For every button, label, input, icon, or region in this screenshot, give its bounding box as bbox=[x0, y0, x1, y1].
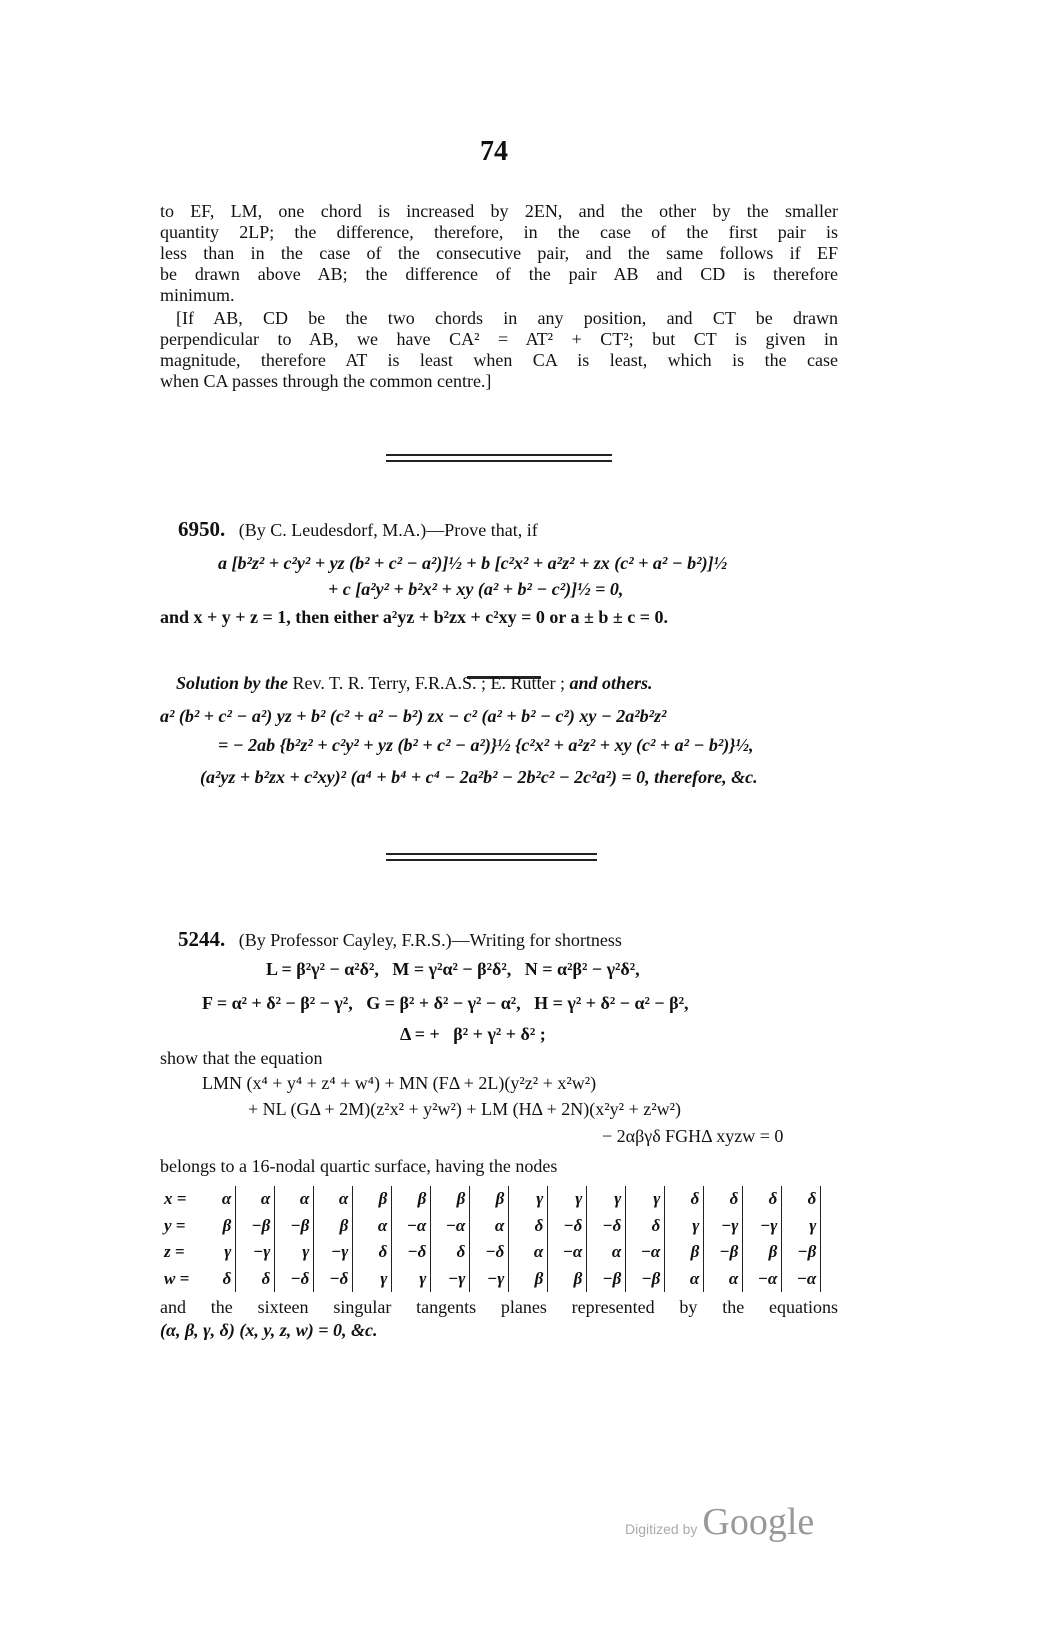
definitions: Δ = + β² + γ² + δ² ; bbox=[400, 1024, 546, 1044]
node-value: δ bbox=[193, 1266, 236, 1293]
equation: + c [a²y² + b²x² + xy (a² + b² − c²)]½ = 0, bbox=[328, 579, 624, 599]
node-value: δ bbox=[743, 1186, 782, 1213]
node-value: β bbox=[509, 1266, 548, 1293]
node-value: γ bbox=[193, 1239, 236, 1266]
solution-label: Solution by the bbox=[176, 673, 289, 693]
node-value: −γ bbox=[704, 1213, 743, 1240]
node-value: −γ bbox=[743, 1213, 782, 1240]
nodes-table bbox=[160, 1186, 821, 1292]
node-value: β bbox=[665, 1239, 704, 1266]
question-number: 5244. bbox=[178, 927, 226, 951]
divider bbox=[386, 853, 597, 855]
node-value: −γ bbox=[431, 1266, 470, 1293]
node-coordinate-label: y = bbox=[164, 1215, 186, 1235]
node-value: −α bbox=[392, 1213, 431, 1240]
node-value: δ bbox=[353, 1239, 392, 1266]
definitions: F = α² + δ² − β² − γ², G = β² + δ² − γ² − α², H = γ² + δ² − α² − β², bbox=[202, 993, 689, 1013]
node-value: β bbox=[392, 1186, 431, 1213]
text-line: belongs to a 16-nodal quartic surface, having the nodes bbox=[160, 1156, 558, 1176]
node-value: −δ bbox=[275, 1266, 314, 1293]
node-value: α bbox=[236, 1186, 275, 1213]
node-value: −δ bbox=[587, 1213, 626, 1240]
node-coordinate-label: w = bbox=[164, 1268, 190, 1288]
node-value: γ bbox=[548, 1186, 587, 1213]
nodes-row bbox=[160, 1266, 821, 1293]
nodes-row bbox=[160, 1213, 821, 1240]
node-value: α bbox=[509, 1239, 548, 1266]
equation: + NL (GΔ + 2M)(z²x² + y²w²) + LM (HΔ + 2N)(x²y² + z²w²) bbox=[248, 1099, 682, 1119]
condition: and x + y + z = 1, then either a²yz + b²zx + c²xy = 0 or a ± b ± c = 0. bbox=[160, 607, 669, 627]
equation: − 2αβγδ FGHΔ xyzw = 0 bbox=[602, 1126, 784, 1146]
equation: (α, β, γ, δ) (x, y, z, w) = 0, &c. bbox=[160, 1320, 378, 1340]
watermark-prefix: Digitized by bbox=[625, 1521, 698, 1537]
node-value: −α bbox=[548, 1239, 587, 1266]
node-value: α bbox=[275, 1186, 314, 1213]
node-value: γ bbox=[665, 1213, 704, 1240]
node-value: −δ bbox=[392, 1239, 431, 1266]
node-value: α bbox=[587, 1239, 626, 1266]
question-heading: (By Professor Cayley, F.R.S.)—Writing for shortness bbox=[238, 930, 622, 950]
node-value: β bbox=[743, 1239, 782, 1266]
node-value: α bbox=[353, 1213, 392, 1240]
node-value: β bbox=[431, 1186, 470, 1213]
node-value: α bbox=[193, 1186, 236, 1213]
solvers: Rev. T. R. Terry, F.R.A.S. ; E. Rutter ; bbox=[292, 673, 565, 693]
node-value: −γ bbox=[470, 1266, 509, 1293]
and-others: and others. bbox=[569, 673, 653, 693]
node-value: δ bbox=[782, 1186, 821, 1213]
definitions: L = β²γ² − α²δ², M = γ²α² − β²δ², N = α²β² − γ²δ², bbox=[266, 959, 640, 979]
node-value: β bbox=[353, 1186, 392, 1213]
node-value: −γ bbox=[236, 1239, 275, 1266]
node-value: −β bbox=[587, 1266, 626, 1293]
text-line: magnitude, therefore AT is least when CA is least, which is the case bbox=[160, 350, 838, 370]
nodes-row bbox=[160, 1239, 821, 1266]
node-value: β bbox=[193, 1213, 236, 1240]
node-value: δ bbox=[704, 1186, 743, 1213]
node-value: γ bbox=[509, 1186, 548, 1213]
node-value: −δ bbox=[470, 1239, 509, 1266]
equation: a² (b² + c² − a²) yz + b² (c² + a² − b²) zx − c² (a² + b² − c²) xy − 2a²b²z² bbox=[160, 706, 667, 726]
text-line: minimum. bbox=[160, 285, 235, 305]
node-value: γ bbox=[782, 1213, 821, 1240]
node-value: −δ bbox=[548, 1213, 587, 1240]
node-value: δ bbox=[431, 1239, 470, 1266]
google-watermark bbox=[625, 1500, 814, 1544]
text-line: show that the equation bbox=[160, 1048, 323, 1068]
node-value: δ bbox=[665, 1186, 704, 1213]
question-number: 6950. bbox=[178, 517, 226, 541]
node-value: δ bbox=[509, 1213, 548, 1240]
node-value: γ bbox=[353, 1266, 392, 1293]
equation: LMN (x⁴ + y⁴ + z⁴ + w⁴) + MN (FΔ + 2L)(y²z² + x²w²) bbox=[202, 1073, 597, 1093]
node-value: −α bbox=[743, 1266, 782, 1293]
divider bbox=[386, 859, 597, 861]
node-value: γ bbox=[275, 1239, 314, 1266]
node-value: α bbox=[704, 1266, 743, 1293]
node-value: −β bbox=[782, 1239, 821, 1266]
node-value: β bbox=[314, 1213, 353, 1240]
node-value: β bbox=[548, 1266, 587, 1293]
text-line: when CA passes through the common centre.] bbox=[160, 371, 492, 391]
equation: = − 2ab {b²z² + c²y² + yz (b² + c² − a²)}½ {c²x² + a²z² + xy (c² + a² − b²)}½, bbox=[218, 735, 754, 755]
node-value: α bbox=[314, 1186, 353, 1213]
node-value: −β bbox=[704, 1239, 743, 1266]
text-line: quantity 2LP; the difference, therefore, in the case of the first pair is bbox=[160, 222, 838, 242]
text-line: and the sixteen singular tangents planes represented by the equations bbox=[160, 1297, 838, 1317]
node-value: α bbox=[665, 1266, 704, 1293]
node-value: γ bbox=[626, 1186, 665, 1213]
node-value: −β bbox=[626, 1266, 665, 1293]
equation: (a²yz + b²zx + c²xy)² (a⁴ + b⁴ + c⁴ − 2a²b² − 2b²c² − 2c²a²) = 0, therefore, &c. bbox=[200, 767, 758, 787]
google-logo: Google bbox=[702, 1501, 815, 1543]
equation: a [b²z² + c²y² + yz (b² + c² − a²)]½ + b [c²x² + a²z² + zx (c² + a² − b²)]½ bbox=[218, 553, 728, 573]
text-line: perpendicular to AB, we have CA² = AT² + CT²; but CT is given in bbox=[160, 329, 838, 349]
node-value: γ bbox=[392, 1266, 431, 1293]
node-value: −β bbox=[275, 1213, 314, 1240]
node-coordinate-label: z = bbox=[164, 1242, 185, 1262]
node-value: −α bbox=[431, 1213, 470, 1240]
node-value: δ bbox=[236, 1266, 275, 1293]
node-coordinate-label: x = bbox=[164, 1189, 187, 1209]
node-value: −α bbox=[782, 1266, 821, 1293]
node-value: α bbox=[470, 1213, 509, 1240]
text-line: be drawn above AB; the difference of the pair AB and CD is therefore bbox=[160, 264, 838, 284]
page-number: 74 bbox=[480, 136, 508, 167]
nodes-row bbox=[160, 1186, 821, 1213]
node-value: δ bbox=[626, 1213, 665, 1240]
node-value: −α bbox=[626, 1239, 665, 1266]
divider bbox=[386, 454, 612, 456]
text-line: to EF, LM, one chord is increased by 2EN, and the other by the smaller bbox=[160, 201, 838, 221]
text-line: less than in the case of the consecutive pair, and the same follows if EF bbox=[160, 243, 838, 263]
node-value: β bbox=[470, 1186, 509, 1213]
divider bbox=[386, 460, 612, 462]
node-value: −γ bbox=[314, 1239, 353, 1266]
node-value: −β bbox=[236, 1213, 275, 1240]
question-heading: (By C. Leudesdorf, M.A.)—Prove that, if bbox=[238, 520, 538, 540]
text-line: [If AB, CD be the two chords in any position, and CT be drawn bbox=[176, 308, 838, 328]
node-value: γ bbox=[587, 1186, 626, 1213]
node-value: −δ bbox=[314, 1266, 353, 1293]
